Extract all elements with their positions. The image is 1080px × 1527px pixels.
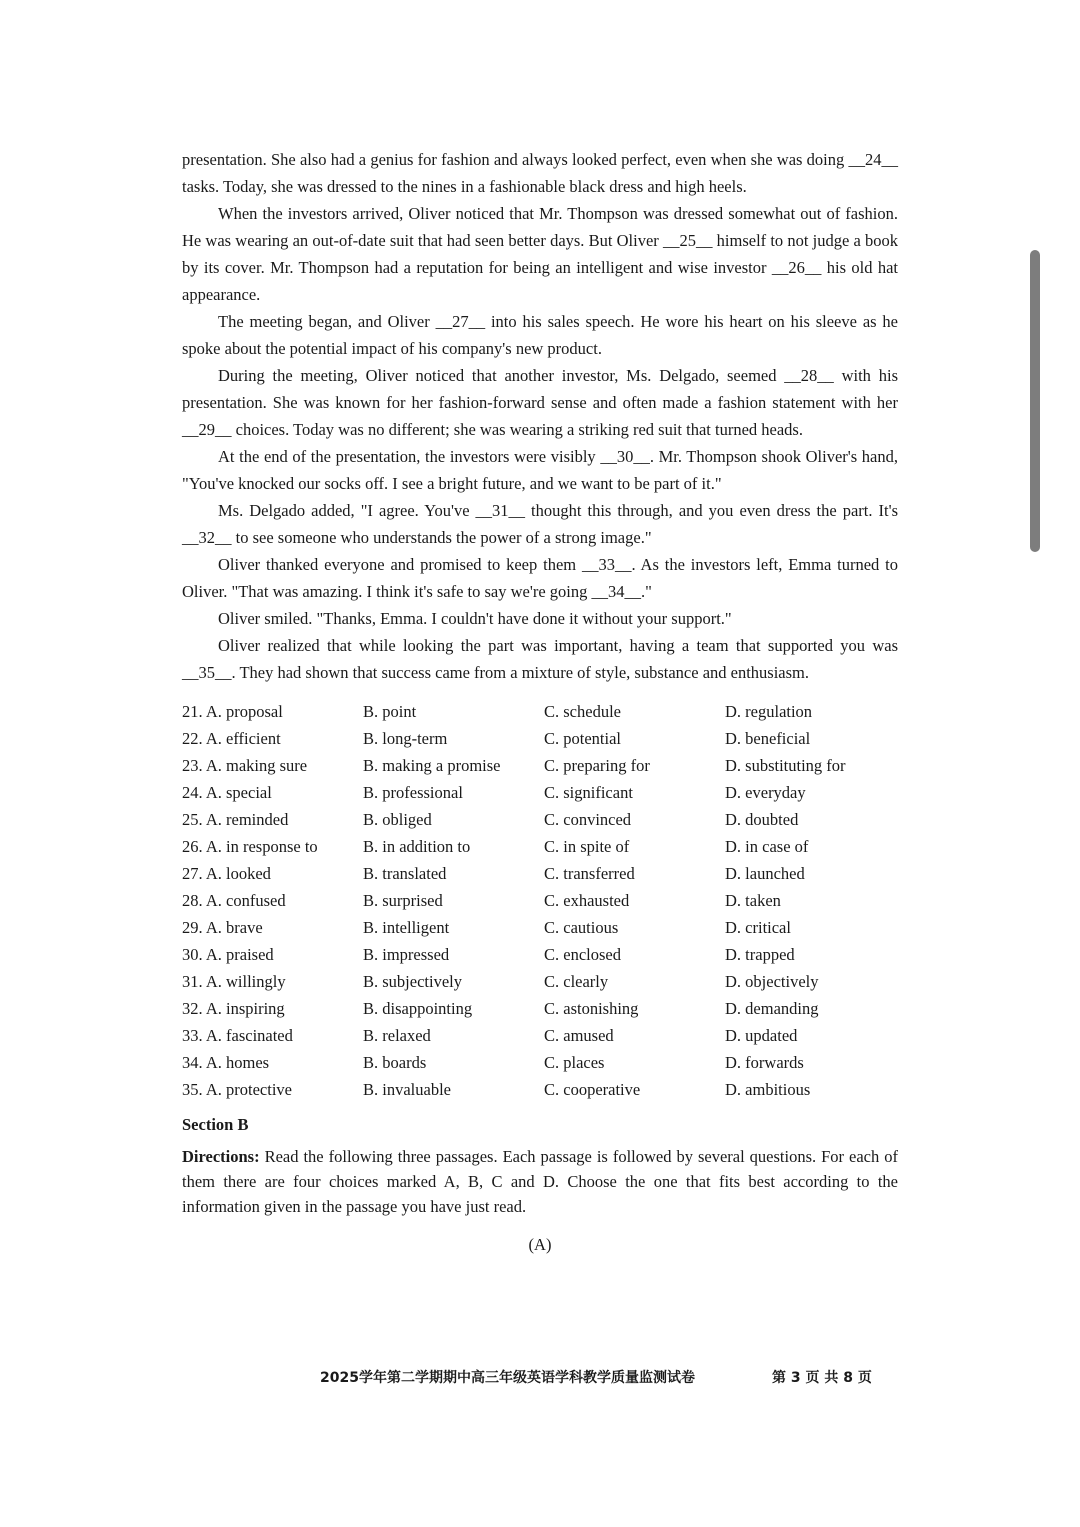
passage-label: (A) [528, 1235, 552, 1254]
option-choice: 28. A. confused [182, 891, 286, 910]
option-choice: 27. A. looked [182, 864, 271, 883]
option-choice: D. taken [725, 891, 781, 910]
option-choice: D. substituting for [725, 756, 846, 775]
passage-paragraph: Oliver thanked everyone and promised to keep them __33__. As the investors left, Emma turned to Oliver. "That was amazing. I think it's safe to say we're going __34__." [182, 555, 898, 601]
option-row [182, 833, 898, 860]
option-row [182, 698, 898, 725]
option-choice: 21. A. proposal [182, 702, 283, 721]
option-choice: D. ambitious [725, 1080, 811, 1099]
option-row [182, 806, 898, 833]
option-row [182, 887, 898, 914]
option-choice: 29. A. brave [182, 918, 263, 937]
option-choice: D. forwards [725, 1053, 804, 1072]
directions [182, 1144, 898, 1219]
section-b-heading: Section B [182, 1115, 249, 1134]
option-choice: C. in spite of [544, 837, 630, 856]
option-choice: D. regulation [725, 702, 813, 721]
option-choice: B. invaluable [363, 1080, 451, 1099]
option-choice: B. surprised [363, 891, 443, 910]
option-choice: 30. A. praised [182, 945, 274, 964]
option-choice: D. critical [725, 918, 791, 937]
option-choice: D. objectively [725, 972, 819, 991]
option-choice: C. enclosed [544, 945, 621, 964]
option-choice: D. trapped [725, 945, 795, 964]
option-choice: D. doubted [725, 810, 799, 829]
passage-paragraph: When the investors arrived, Oliver noticed that Mr. Thompson was dressed somewhat out of fashion. He was wearing an out-of-date suit that had seen better days. But Oliver __25__ himself to not judge a book by its cover. Mr. Thompson had a reputation for being an intelligent and wise investor __26__ his old hat appearance. [182, 204, 898, 304]
option-choice: C. schedule [544, 702, 621, 721]
option-choice: B. making a promise [363, 756, 501, 775]
passage-paragraph: Oliver realized that while looking the part was important, having a team that supported you was __35__. They had shown that success came from a mixture of style, substance and enthusiasm. [182, 636, 898, 682]
option-choice: C. transferred [544, 864, 635, 883]
option-choice: C. astonishing [544, 999, 639, 1018]
option-choice: 31. A. willingly [182, 972, 286, 991]
option-row [182, 995, 898, 1022]
option-choice: D. beneficial [725, 729, 811, 748]
answer-options [182, 698, 898, 1103]
passage-paragraph: Oliver smiled. "Thanks, Emma. I couldn't have done it without your support." [218, 609, 732, 628]
directions-label: Directions: [182, 1147, 260, 1166]
option-choice: 22. A. efficient [182, 729, 281, 748]
option-choice: B. translated [363, 864, 447, 883]
passage-paragraph: presentation. She also had a genius for fashion and always looked perfect, even when she was doing __24__ tasks. Today, she was dressed to the nines in a fashionable black dress and high heels. [182, 150, 898, 196]
option-choice: C. potential [544, 729, 621, 748]
cloze-passage [182, 146, 898, 686]
passage-paragraph: Ms. Delgado added, "I agree. You've __31__ thought this through, and you even dress the part. It's __32__ to see someone who understands the power of a strong image." [182, 501, 898, 547]
option-row [182, 968, 898, 995]
option-choice: 23. A. making sure [182, 756, 308, 775]
option-choice: 24. A. special [182, 783, 272, 802]
option-choice: C. cooperative [544, 1080, 641, 1099]
option-choice: C. significant [544, 783, 633, 802]
option-choice: B. disappointing [363, 999, 473, 1018]
option-choice: B. obliged [363, 810, 432, 829]
option-choice: D. demanding [725, 999, 819, 1018]
option-row [182, 1049, 898, 1076]
exam-page [182, 146, 898, 1257]
passage-paragraph: At the end of the presentation, the investors were visibly __30__. Mr. Thompson shook Oliver's hand, "You've knocked our socks off. I see a bright future, and we want to be part of it." [182, 447, 898, 493]
option-choice: C. places [544, 1053, 605, 1072]
option-row [182, 725, 898, 752]
option-choice: B. subjectively [363, 972, 462, 991]
option-choice: B. in addition to [363, 837, 471, 856]
footer-title: 2025学年第二学期期中高三年级英语学科教学质量监测试卷 [320, 1370, 695, 1386]
scrollbar[interactable] [1030, 250, 1040, 552]
option-choice: B. boards [363, 1053, 427, 1072]
option-row [182, 860, 898, 887]
option-choice: B. long-term [363, 729, 448, 748]
option-choice: B. impressed [363, 945, 450, 964]
option-row [182, 941, 898, 968]
option-choice: B. point [363, 702, 417, 721]
option-choice: C. clearly [544, 972, 609, 991]
option-choice: D. in case of [725, 837, 809, 856]
option-choice: 34. A. homes [182, 1053, 270, 1072]
option-choice: B. professional [363, 783, 463, 802]
option-choice: D. updated [725, 1026, 798, 1045]
directions-text: Read the following three passages. Each passage is followed by several questions. For each of them there are four choices marked A, B, C and D. Choose the one that fits best according to the information given in the passage you have just read. [182, 1147, 898, 1216]
option-choice: 26. A. in response to [182, 837, 318, 856]
option-choice: D. everyday [725, 783, 806, 802]
passage-paragraph: The meeting began, and Oliver __27__ into his sales speech. He wore his heart on his sleeve as he spoke about the potential impact of his company's new product. [182, 312, 898, 358]
option-choice: C. cautious [544, 918, 619, 937]
option-choice: D. launched [725, 864, 805, 883]
page-number: 第 3 页 共 8 页 [772, 1370, 872, 1386]
option-choice: C. preparing for [544, 756, 650, 775]
page-footer [320, 1367, 890, 1389]
option-row [182, 914, 898, 941]
option-choice: 35. A. protective [182, 1080, 292, 1099]
passage-paragraph: During the meeting, Oliver noticed that another investor, Ms. Delgado, seemed __28__ with his presentation. She was known for her fashion-forward sense and often made a fashion statement with her __29__ choices. Today was no different; she was wearing a striking red suit that turned heads. [182, 366, 898, 439]
option-choice: C. amused [544, 1026, 614, 1045]
option-choice: 25. A. reminded [182, 810, 289, 829]
option-row [182, 752, 898, 779]
option-row [182, 1022, 898, 1049]
option-row [182, 1076, 898, 1103]
option-choice: 33. A. fascinated [182, 1026, 293, 1045]
option-choice: 32. A. inspiring [182, 999, 285, 1018]
option-choice: B. intelligent [363, 918, 450, 937]
option-choice: C. exhausted [544, 891, 630, 910]
option-choice: B. relaxed [363, 1026, 431, 1045]
option-choice: C. convinced [544, 810, 632, 829]
option-row [182, 779, 898, 806]
